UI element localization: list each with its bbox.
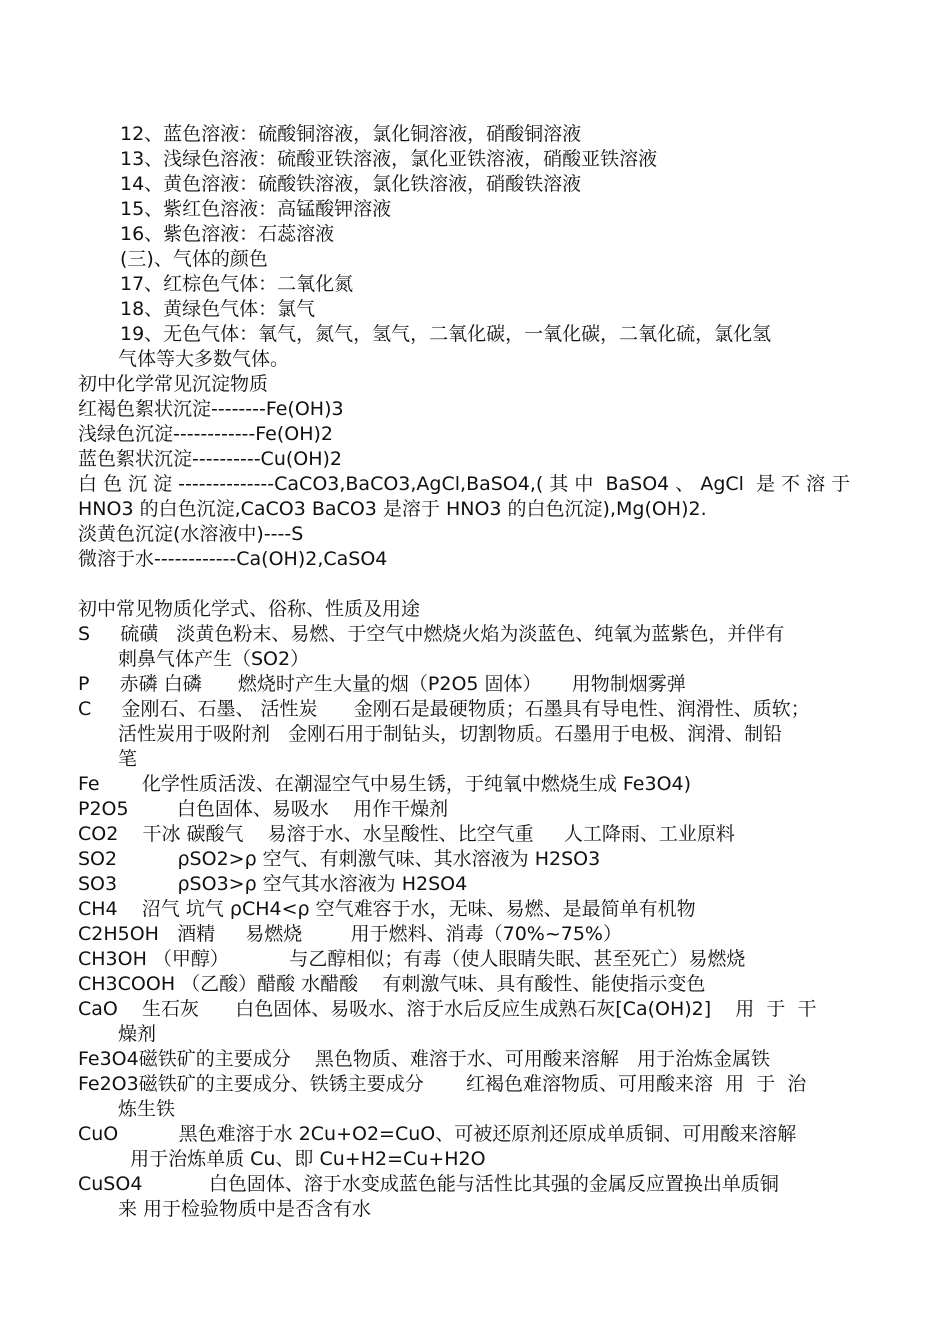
substance-entry-continuation: 活性炭用于吸附剂 金刚石用于制钻头，切割物质。石墨用于电极、润滑、制铅 [118,723,783,745]
substance-entry-continuation: 用于治炼单质 Cu、即 Cu+H2=Cu+H2O [118,1148,486,1170]
substance-entry-line1: SO2 ρSO2>ρ 空气、有刺激气味、其水溶液为 H2SO3 [78,848,601,870]
substance-entry-line1: C2H5OH 酒精 易燃烧 用于燃料、消毒（70%~75%） [78,923,622,945]
substance-entry-line1: Fe2O3磁铁矿的主要成分、铁锈主要成分 红褐色难溶物质、可用酸来溶 用 于 治 [78,1073,807,1095]
precipitate-item: 红褐色絮状沉淀--------Fe(OH)3 [78,398,344,420]
color-item-17: 17、红棕色气体：二氧化氮 [120,273,354,295]
precipitate-title: 初中化学常见沉淀物质 [78,373,269,395]
substance-entry-line1: P 赤磷 白磷 燃烧时产生大量的烟（P2O5 固体） 用物制烟雾弹 [78,673,686,695]
precipitate-item: 蓝色絮状沉淀----------Cu(OH)2 [78,448,343,470]
spacer [78,572,898,597]
substance-entry-line1: CuSO4 白色固体、溶于水变成蓝色能与活性比其强的金属反应置换出单质铜 [78,1173,779,1195]
substances-list [78,622,898,1222]
precipitate-item: 淡黄色沉淀(水溶液中)----S [78,523,304,545]
white-precipitate-line1: 白 色 沉 淀 --------------CaCO3,BaCO3,AgCl,BaSO4,( 其 中 BaSO4 、 AgCl 是 不 溶 于 [78,473,851,495]
substance-entry-line1: CuO 黑色难溶于水 2Cu+O2=CuO、可被还原剂还原成单质铜、可用酸来溶解 [78,1123,797,1145]
substance-entry-line1: CH4 沼气 坑气 ρCH4<ρ 空气难容于水，无味、易燃、是最简单有机物 [78,898,696,920]
substance-entry-line1: C 金刚石、石墨、 活性炭 金刚石是最硬物质；石墨具有导电性、润滑性、质软； [78,698,810,720]
substance-entry-line1: CH3OH （甲醇） 与乙醇相似；有毒（使人眼睛失眠、甚至死亡）易燃烧 [78,948,746,970]
color-item-16: 16、紫色溶液：石蕊溶液 [120,223,335,245]
color-item-15: 15、紫红色溶液：高锰酸钾溶液 [120,198,392,220]
gas-color-heading: (三)、气体的颜色 [120,248,268,270]
substance-entry-continuation: 来 用于检验物质中是否含有水 [118,1198,372,1220]
substance-entry-line1: CaO 生石灰 白色固体、易吸水、溶于水后反应生成熟石灰[Ca(OH)2] 用 于 干 [78,998,817,1020]
substance-entry-line1: Fe 化学性质活泼、在潮湿空气中易生锈，于纯氧中燃烧生成 Fe3O4) [78,773,692,795]
precipitate-item: 微溶于水------------Ca(OH)2,CaSO4 [78,548,388,570]
color-item-19-line1: 19、无色气体：氧气，氮气，氢气，二氧化碳，一氧化碳，二氧化硫，氯化氢 [120,323,772,345]
color-item-18: 18、黄绿色气体：氯气 [120,298,316,320]
white-precipitate-line2: HNO3 的白色沉淀,CaCO3 BaCO3 是溶于 HNO3 的白色沉淀),Mg(OH)2. [78,498,707,520]
document-page [78,122,898,1222]
substance-entry-continuation: 刺鼻气体产生（SO2） [118,648,310,670]
color-item-14: 14、黄色溶液：硫酸铁溶液，氯化铁溶液，硝酸铁溶液 [120,173,582,195]
substance-entry-continuation: 笔 [118,748,138,770]
substance-entry-line1: SO3 ρSO3>ρ 空气其水溶液为 H2SO4 [78,873,468,895]
substance-entry-line1: S 硫磺 淡黄色粉末、易燃、于空气中燃烧火焰为淡蓝色、纯氧为蓝紫色，并伴有 [78,623,785,645]
substance-entry-line1: CO2 干冰 碳酸气 易溶于水、水呈酸性、比空气重 人工降雨、工业原料 [78,823,735,845]
color-item-19-line2: 气体等大多数气体。 [118,348,290,370]
color-item-13: 13、浅绿色溶液：硫酸亚铁溶液，氯化亚铁溶液，硝酸亚铁溶液 [120,148,658,170]
substance-entry-line1: CH3COOH （乙酸）醋酸 水醋酸 有刺激气味、具有酸性、能使指示变色 [78,973,706,995]
substance-entry-line1: P2O5 白色固体、易吸水 用作干燥剂 [78,798,449,820]
substance-entry-line1: Fe3O4磁铁矿的主要成分 黑色物质、难溶于水、可用酸来溶解 用于治炼金属铁 [78,1048,770,1070]
substance-entry-continuation: 炼生铁 [118,1098,176,1120]
substances-title: 初中常见物质化学式、俗称、性质及用途 [78,598,421,620]
substance-entry-continuation: 燥剂 [118,1023,157,1045]
color-item-12: 12、蓝色溶液：硫酸铜溶液，氯化铜溶液，硝酸铜溶液 [120,123,582,145]
precipitate-item: 浅绿色沉淀------------Fe(OH)2 [78,423,334,445]
